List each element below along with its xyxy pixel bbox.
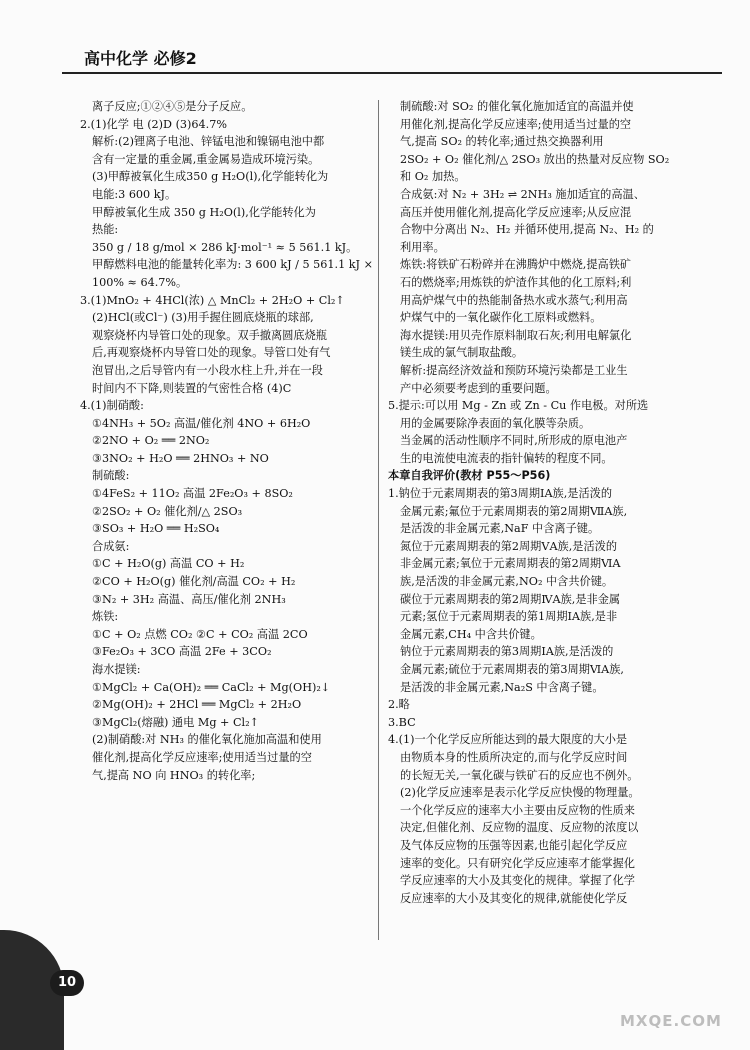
text-line: 用高炉煤气中的热能制备热水或水蒸气;利用高 [400,293,628,307]
watermark: MXQE.COM [620,1012,722,1030]
text-line: (2)HCl(或Cl⁻) (3)用手握住圆底烧瓶的球部, [92,311,314,325]
text-line: 是活泼的非金属元素,NaF 中含离子键。 [400,522,600,536]
text-line: 海水提镁:用贝壳作原料制取石灰;利用电解氯化 [400,328,632,342]
text-line: 海水提镁: [92,663,141,676]
text-line: 时间内不下降,则装置的气密性合格 (4)C [92,381,292,395]
text-line: 学反应速率的大小及其变化的规律。掌握了化学 [400,874,635,888]
text-line: 当金属的活动性顺序不同时,所形成的原电池产 [400,434,628,448]
text-line: 4.(1)制硝酸: [80,399,144,413]
text-line: 元素;氢位于元素周期表的第1周期ⅠA族,是非 [400,610,618,624]
text-line: 合物中分离出 N₂、H₂ 并循环使用,提高 N₂、H₂ 的 [400,223,654,237]
text-line: 决定,但催化剂、反应物的温度、反应物的浓度以 [400,821,639,835]
text-line: 石的燃烧率;用炼铁的炉渣作其他的化工原料;利 [400,275,632,289]
header-rule [62,72,722,74]
text-line: 用催化剂,提高化学反应速率;使用适当过量的空 [400,117,632,131]
text-line: 的长短无关,一氧化碳与铁矿石的反应也不例外。 [400,768,639,782]
text-line: 观察烧杯内导管口处的现象。双手撤离圆底烧瓶 [92,328,327,342]
text-line: 气,提高 SO₂ 的转化率;通过热交换器利用 [400,135,604,149]
text-line: 甲醇被氧化生成 350 g H₂O(l),化学能转化为 [92,205,316,219]
equation-line: ①MgCl₂ + Ca(OH)₂ ══ CaCl₂ + Mg(OH)₂↓ [92,680,331,694]
equation-line: ③Fe₂O₃ + 3CO 高温 2Fe + 3CO₂ [92,645,272,659]
equation-line: ①C + H₂O(g) 高温 CO + H₂ [92,557,245,571]
text-line: 和 O₂ 加热。 [400,170,466,184]
text-line: 氮位于元素周期表的第2周期ⅤA族,是活泼的 [400,539,618,553]
equation-line: ③3NO₂ + H₂O ══ 2HNO₃ + NO [92,451,269,465]
text-line: 4.(1)一个化学反应所能达到的最大限度的大小是 [388,733,628,747]
equation-line: ③N₂ + 3H₂ 高温、高压/催化剂 2NH₃ [92,592,286,606]
equation-line: ②2SO₂ + O₂ 催化剂/△ 2SO₃ [92,504,243,518]
text-line: (2)制硝酸:对 NH₃ 的催化氧化施加高温和使用 [92,733,322,747]
text-line: 100% ≈ 64.7%。 [92,275,188,289]
page-header-title: 高中化学 必修2 [84,49,197,68]
text-line: 族,是活泼的非金属元素,NO₂ 中含共价键。 [400,575,614,589]
text-line: 合成氨:对 N₂ + 3H₂ ⇌ 2NH₃ 施加适宜的高温、 [400,187,645,201]
text-line: 炉煤气中的一氧化碳作化工原料或燃料。 [400,311,602,325]
text-line: 反应速率的大小及其变化的规律,就能使化学反 [400,891,628,905]
text-line: 2.(1)化学 电 (2)D (3)64.7% [80,117,227,131]
text-line: (3)甲醇被氧化生成350 g H₂O(l),化学能转化为 [92,170,329,184]
text-line: 金属元素;硫位于元素周期表的第3周期ⅥA族, [400,663,624,676]
section-heading: 本章自我评价(教材 P55～P56) [388,469,551,483]
text-line: 是活泼的非金属元素,Na₂S 中含离子键。 [400,680,604,694]
text-line: 产中必须要考虑到的重要问题。 [400,381,557,395]
equation-line: ①4NH₃ + 5O₂ 高温/催化剂 4NO + 6H₂O [92,416,311,430]
text-line: 解析:(2)锂离子电池、锌锰电池和镍镉电池中都 [92,135,325,149]
right-column [388,98,698,907]
equation-line: ②CO + H₂O(g) 催化剂/高温 CO₂ + H₂ [92,575,296,589]
text-line: 碳位于元素周期表的第2周期ⅣA族,是非金属 [400,592,621,606]
equation-line: ③SO₃ + H₂O ══ H₂SO₄ [92,522,220,536]
text-line: 5.提示:可以用 Mg - Zn 或 Zn - Cu 作电极。对所选 [388,399,649,413]
equation-line: ②2NO + O₂ ══ 2NO₂ [92,434,210,448]
text-line: 利用率。 [400,240,445,254]
text-line: 炼铁:将铁矿石粉碎并在沸腾炉中燃烧,提高铁矿 [400,258,632,272]
text-line: 炼铁: [92,610,119,624]
text-line: 350 g / 18 g/mol × 286 kJ·mol⁻¹ ≈ 5 561.1 kJ。 [92,240,358,254]
text-line: 由物质本身的性质所决定的,而与化学反应时间 [400,750,628,764]
text-line: 金属元素;氟位于元素周期表的第2周期ⅦA族, [400,504,628,518]
text-line: 钠位于元素周期表的第3周期ⅠA族,是活泼的 [400,645,614,659]
text-line: 催化剂,提高化学反应速率;使用适当过量的空 [92,750,312,764]
text-line: 金属元素,CH₄ 中含共价键。 [400,627,542,641]
text-line: 3.BC [388,715,416,729]
equation-line: 2SO₂ + O₂ 催化剂/△ 2SO₃ 放出的热量对反应物 SO₂ [400,152,670,166]
text-line: 制硫酸: [92,469,130,483]
text-line: 1.钠位于元素周期表的第3周期ⅠA族,是活泼的 [388,487,613,501]
text-line: 甲醇燃料电池的能量转化率为: 3 600 kJ / 5 561.1 kJ × [92,258,373,272]
text-line: 一个化学反应的速率大小主要由反应物的性质来 [400,803,635,817]
text-line: 2.略 [388,698,410,712]
text-line: 热能: [92,223,119,237]
text-line: 高压并使用催化剂,提高化学反应速率;从反应混 [400,205,632,219]
text-line: 及气体反应物的压强等因素,也能引起化学反应 [400,838,628,852]
text-line: 离子反应;①②④⑤是分子反应。 [92,100,253,113]
text-line: 非金属元素;氧位于元素周期表的第2周期ⅥA [400,557,621,571]
text-line: 后,再观察烧杯内导管口处的现象。导管口处有气 [92,346,331,360]
equation-line: ①C + O₂ 点燃 CO₂ ②C + CO₂ 高温 2CO [92,627,308,641]
text-line: 解析:提高经济效益和预防环境污染都是工业生 [400,363,628,377]
text-line: 含有一定量的重金属,重金属易造成环境污染。 [92,152,320,166]
text-line: 镁生成的氯气制取盐酸。 [400,346,524,360]
text-line: 制硫酸:对 SO₂ 的催化氧化施加适宜的高温并使 [400,100,634,113]
column-divider [378,100,379,940]
text-line: 气,提高 NO 向 HNO₃ 的转化率; [92,768,256,782]
page-number: 10 [50,970,84,996]
text-line: 速率的变化。只有研究化学反应速率才能掌握化 [400,856,635,870]
left-column [80,98,372,784]
text-line: 泡冒出,之后导管内有一小段水柱上升,并在一段 [92,363,323,377]
text-line: 电能:3 600 kJ。 [92,187,177,201]
equation-line: ②Mg(OH)₂ + 2HCl ══ MgCl₂ + 2H₂O [92,698,302,712]
equation-line: ①4FeS₂ + 11O₂ 高温 2Fe₂O₃ + 8SO₂ [92,487,293,501]
text-line: (2)化学反应速率是表示化学反应快慢的物理量。 [400,786,640,800]
equation-line: ③MgCl₂(熔融) 通电 Mg + Cl₂↑ [92,715,259,729]
text-line: 合成氨: [92,539,130,553]
text-line: 3.(1)MnO₂ + 4HCl(浓) △ MnCl₂ + 2H₂O + Cl₂↑ [80,293,345,307]
text-line: 用的金属要除净表面的氧化膜等杂质。 [400,416,591,430]
text-line: 生的电流使电流表的指针偏转的程度不同。 [400,451,613,465]
